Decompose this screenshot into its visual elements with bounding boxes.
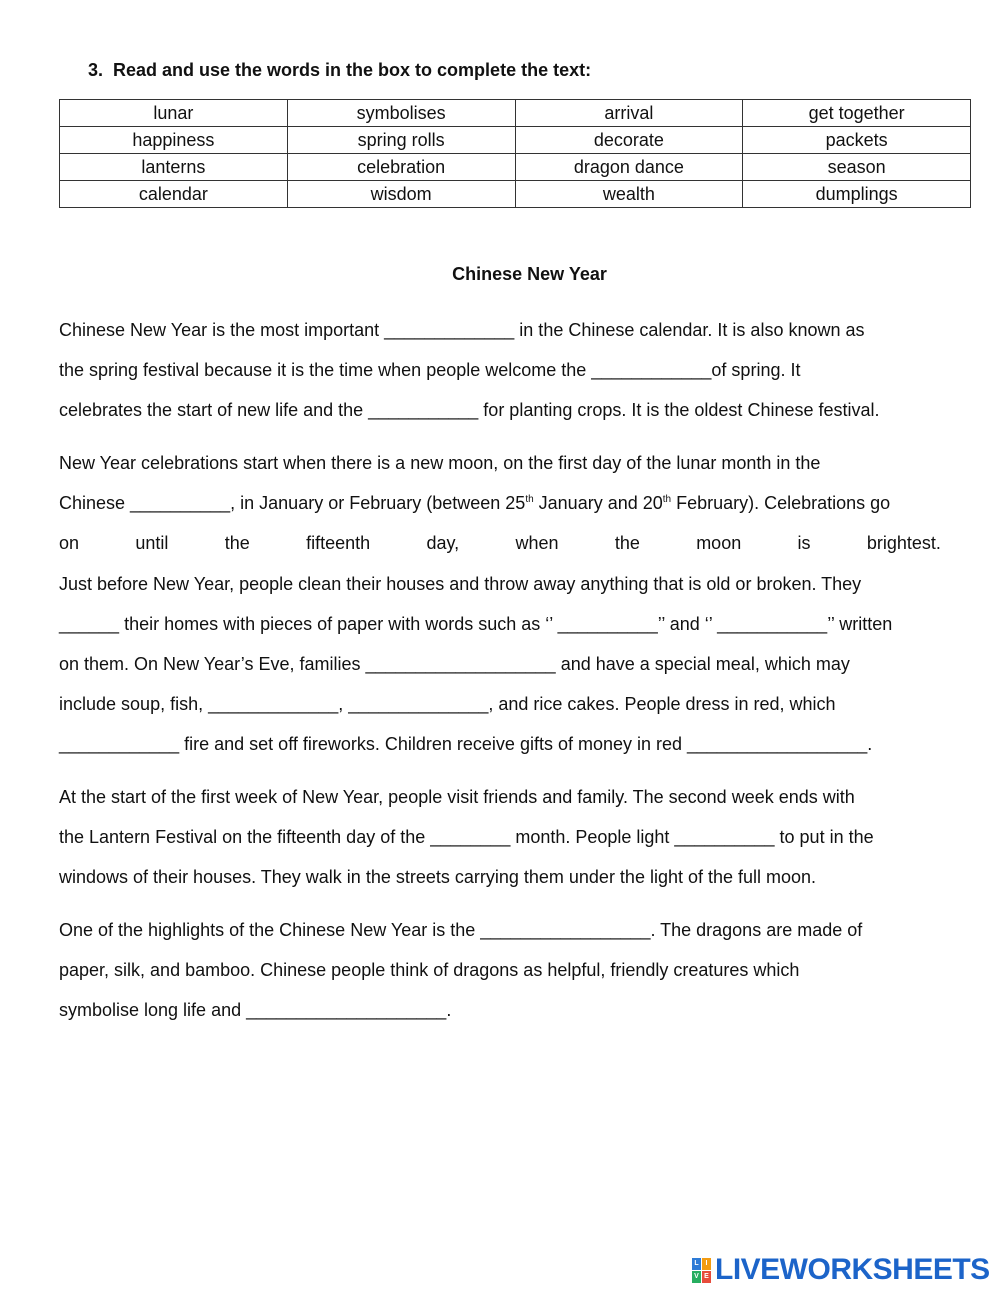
paragraph-line: the Lantern Festival on the fifteenth day of the ________ month. People light __________ to put in the [59, 827, 874, 848]
paragraph-line-dates [59, 483, 941, 523]
date-text-c: February). Celebrations go [671, 493, 891, 514]
word-box-row [60, 154, 971, 181]
paragraph-2 [59, 443, 941, 765]
word-box-cell: wealth [515, 181, 743, 208]
paragraph-line: symbolise long life and ____________________. [59, 1000, 452, 1021]
word-box-cell: dragon dance [515, 154, 743, 181]
word-box-cell: symbolises [287, 100, 515, 127]
paragraph-line-spread [59, 523, 941, 563]
paragraph-line: paper, silk, and bamboo. Chinese people think of dragons as helpful, friendly creatures which [59, 960, 800, 981]
word-box-cell: season [743, 154, 971, 181]
liveworksheets-logo [692, 1253, 990, 1287]
word-box-cell: decorate [515, 127, 743, 154]
paragraph-line: Just before New Year, people clean their houses and throw away anything that is old or broken. They [59, 573, 862, 594]
paragraph-line: Chinese New Year is the most important _____________ in the Chinese calendar. It is also known as [59, 320, 865, 340]
word-box-cell: get together [743, 100, 971, 127]
paragraph-line: celebrates the start of new life and the ___________ for planting crops. It is the oldest Chinese festival. [59, 400, 880, 421]
exercise-number: 3. [88, 60, 104, 80]
word-box-cell: dumplings [743, 181, 971, 208]
ordinal-suffix: th [662, 494, 672, 506]
ordinal-suffix: th [525, 494, 534, 506]
paragraph-line: At the start of the first week of New Year, people visit friends and family. The second week ends with [59, 787, 855, 807]
paragraph-1 [59, 310, 941, 431]
paragraph-line: windows of their houses. They walk in the streets carrying them under the light of the full moon. [59, 867, 817, 888]
paragraph-line: include soup, fish, _____________, ______________, and rice cakes. People dress in red, which [59, 694, 836, 715]
word-box-cell: lanterns [60, 154, 288, 181]
spread-word: moon [696, 533, 742, 554]
word-box-row [60, 100, 971, 127]
word-box-cell: wisdom [287, 181, 515, 208]
word-box-row [60, 181, 971, 208]
spread-word: until [135, 533, 169, 554]
spread-word: day, [426, 533, 460, 554]
word-box-cell: spring rolls [287, 127, 515, 154]
paragraph-line: ____________ fire and set off fireworks. Children receive gifts of money in red __________________. [59, 734, 873, 755]
word-box-cell: happiness [60, 127, 288, 154]
spread-word: the [224, 533, 250, 554]
logo-wordmark: LIVEWORKSHEETS [715, 1253, 990, 1286]
word-box [59, 99, 971, 208]
spread-word: on [59, 533, 80, 554]
paragraph-3 [59, 777, 941, 898]
exercise-instruction [88, 60, 591, 81]
spread-word: fifteenth [306, 533, 371, 554]
word-box-cell: packets [743, 127, 971, 154]
paragraph-line: New Year celebrations start when there is a new moon, on the first day of the lunar month in the [59, 453, 821, 473]
word-box-cell: lunar [60, 100, 288, 127]
paragraph-line: on them. On New Year’s Eve, families ___________________ and have a special meal, which may [59, 653, 850, 674]
paragraph-4 [59, 910, 941, 1031]
paragraph-line: the spring festival because it is the time when people welcome the ____________of spring. It [59, 360, 801, 381]
word-box-cell: calendar [60, 181, 288, 208]
date-text-a: Chinese __________, in January or February (between 25 [59, 493, 526, 514]
word-box-cell: arrival [515, 100, 743, 127]
spread-word: when [515, 533, 559, 554]
paragraph-line: One of the highlights of the Chinese New Year is the _________________. The dragons are made of [59, 920, 863, 940]
word-box-row [60, 127, 971, 154]
passage-title: Chinese New Year [452, 264, 607, 284]
word-box-cell: celebration [287, 154, 515, 181]
date-text-b: January and 20 [533, 493, 663, 514]
paragraph-line: ______ their homes with pieces of paper with words such as ‘’ __________’’ and ‘’ ___________’’ written [59, 613, 893, 634]
spread-word: the [614, 533, 640, 554]
spread-word: brightest. [866, 533, 941, 554]
spread-word: is [797, 533, 811, 554]
logo-blocks-icon: L I V E [692, 1258, 711, 1283]
instruction-text: Read and use the words in the box to complete the text: [113, 60, 592, 80]
